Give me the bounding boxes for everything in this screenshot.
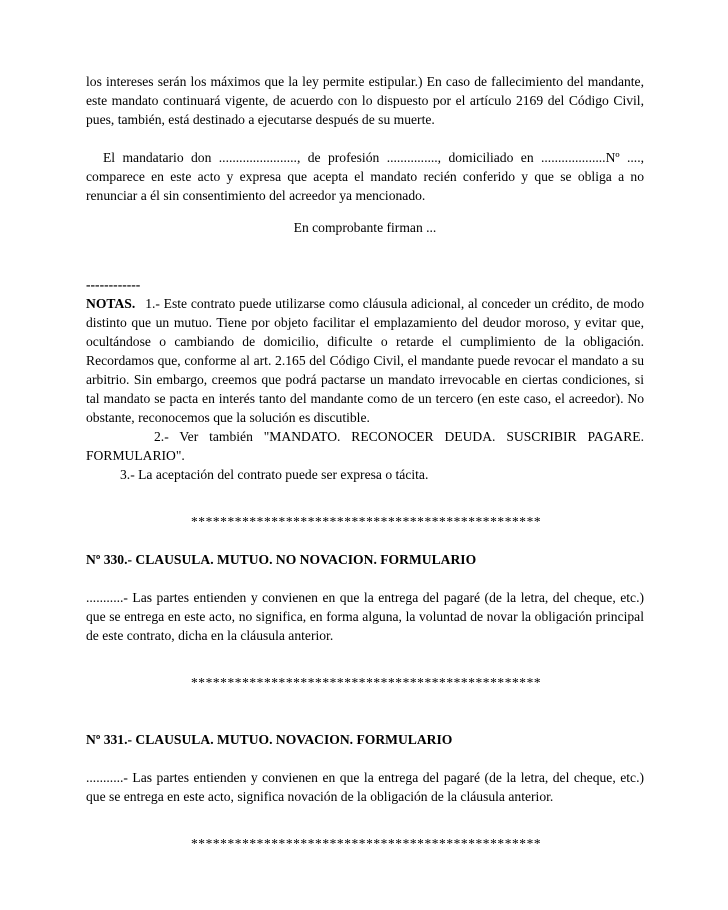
spacer bbox=[86, 806, 644, 834]
section-heading-330: Nº 330.- CLAUSULA. MUTUO. NO NOVACION. FORMULARIO bbox=[86, 552, 477, 567]
note-3: 3.- La aceptación del contrato puede ser expresa o tácita. bbox=[120, 467, 429, 482]
stars-divider: ************************************************ bbox=[191, 675, 542, 690]
note-2: 2.- Ver también "MANDATO. RECONOCER DEUDA. SUSCRIBIR PAGARE. FORMULARIO". bbox=[86, 429, 644, 463]
note-1-text: 1.- Este contrato puede utilizarse como cláusula adicional, al conceder un crédito, de modo distinto que un mutuo. Tiene por objeto facilitar el emplazamiento del deudor moroso, y evitar que, ocultándose o cambiando de domicilio, dificulte o retarde el cumplimiento de la obligación. Recordamos que, conforme al art. 2.165 del Código Civil, el mandante puede revocar el mandato a su arbitrio. Sin embargo, creemos que podrá pactarse un mandato irrevocable en ciertas condiciones, si tal mandato se pacta en interés tanto del mandante como de un tercero (en este caso, el acreedor). No obstante, reconocemos que la solución es discutible. bbox=[86, 296, 644, 425]
notes-separator: ------------ bbox=[86, 277, 141, 292]
stars-divider: ************************************************ bbox=[191, 514, 542, 529]
section-heading-331: Nº 331.- CLAUSULA. MUTUO. NOVACION. FORMULARIO bbox=[86, 732, 453, 747]
paragraph-mandatario: El mandatario don ......................., de profesión ..............., domiciliado en ...................Nº ...., comparece en este acto y expresa que acepta el mandato recién conferido y que se obliga a no renunciar a él sin consentimiento del acreedor ya mencionado. bbox=[86, 150, 644, 203]
signature-line: En comprobante firman ... bbox=[293, 220, 437, 235]
spacer bbox=[86, 645, 644, 673]
spacer bbox=[86, 237, 644, 275]
spacer bbox=[86, 531, 644, 550]
spacer bbox=[86, 205, 644, 218]
paragraph-intereses: los intereses serán los máximos que la ley permite estipular.) En caso de fallecimiento del mandante, este mandato continuará vigente, de acuerdo con lo dispuesto por el artículo 2169 del Código Civil, pues, también, está destinado a ejecutarse después de su muerte. bbox=[86, 74, 644, 127]
spacer bbox=[86, 749, 644, 768]
spacer bbox=[86, 692, 644, 730]
spacer bbox=[86, 484, 644, 512]
note-1 bbox=[86, 294, 644, 427]
notes-label: NOTAS. bbox=[86, 296, 136, 311]
stars-divider: ************************************************ bbox=[191, 836, 542, 851]
spacer bbox=[86, 569, 644, 588]
document-page bbox=[86, 72, 644, 853]
spacer bbox=[86, 129, 644, 148]
section-body-330: ...........- Las partes entienden y convienen en que la entrega del pagaré (de la letra, del cheque, etc.) que se entrega en este acto, no significa, en forma alguna, la voluntad de novar la obligación principal de este contrato, dicha en la cláusula anterior. bbox=[86, 590, 644, 643]
section-body-331: ...........- Las partes entienden y convienen en que la entrega del pagaré (de la letra, del cheque, etc.) que se entrega en este acto, significa novación de la obligación de la cláusula anterior. bbox=[86, 770, 644, 804]
